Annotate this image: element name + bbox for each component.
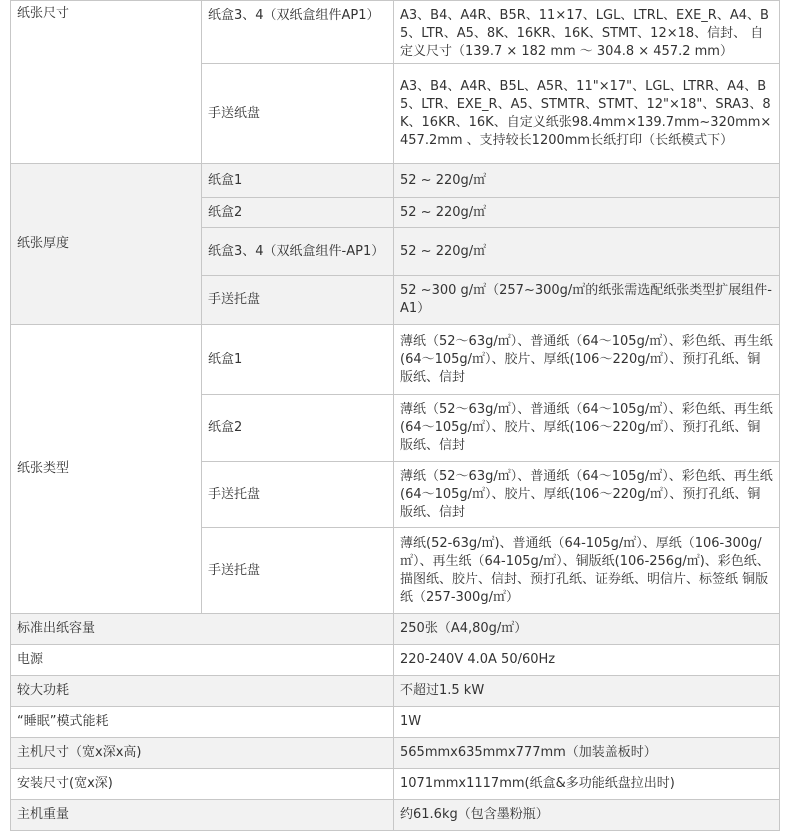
row-label: 标准出纸容量 bbox=[11, 614, 394, 645]
value-cell: 52 ~ 220g/㎡ bbox=[394, 164, 780, 198]
spec-table bbox=[10, 0, 780, 831]
row-label: 较大功耗 bbox=[11, 676, 394, 707]
table-row bbox=[11, 707, 780, 738]
table-row bbox=[11, 769, 780, 800]
value-cell: 220-240V 4.0A 50/60Hz bbox=[394, 645, 780, 676]
value-cell: 薄纸（52～63g/㎡）、普通纸（64～105g/㎡）、彩色纸、再生纸(64～105g/㎡）、胶片、厚纸(106～220g/㎡）、预打孔纸、铜版纸、信封 bbox=[394, 462, 780, 528]
category-paper-size: 纸张尺寸 bbox=[11, 1, 202, 164]
value-cell: 52 ~ 220g/㎡ bbox=[394, 198, 780, 228]
table-row bbox=[11, 164, 780, 198]
value-cell: 565mmx635mmx777mm（加装盖板时） bbox=[394, 738, 780, 769]
value-cell: A3、B4、A4R、B5L、A5R、11"×17"、LGL、LTRR、A4、B5、LTR、EXE_R、A5、STMTR、STMT、12"×18"、SRA3、8K、16KR、16K、自定义纸张98.4mm×139.7mm~320mm×457.2mm 、支持较长1200mm长纸打印（长纸模式下） bbox=[394, 64, 780, 164]
sub-label: 纸盒1 bbox=[202, 164, 394, 198]
row-label: 安装尺寸(宽x深) bbox=[11, 769, 394, 800]
sub-label: 手送托盘 bbox=[202, 528, 394, 614]
value-cell: 薄纸（52～63g/㎡）、普通纸（64～105g/㎡）、彩色纸、再生纸(64～105g/㎡）、胶片、厚纸(106～220g/㎡）、预打孔纸、铜版纸、信封 bbox=[394, 325, 780, 395]
table-row bbox=[11, 645, 780, 676]
row-label: 电源 bbox=[11, 645, 394, 676]
sub-label: 纸盒3、4（双纸盒组件-AP1） bbox=[202, 228, 394, 276]
table-row bbox=[11, 325, 780, 395]
sub-label: 纸盒2 bbox=[202, 198, 394, 228]
value-cell: 约61.6kg（包含墨粉瓶） bbox=[394, 800, 780, 831]
value-cell: 薄纸（52～63g/㎡）、普通纸（64～105g/㎡）、彩色纸、再生纸(64～105g/㎡）、胶片、厚纸(106～220g/㎡）、预打孔纸、铜版纸、信封 bbox=[394, 395, 780, 462]
value-cell: 250张（A4,80g/㎡） bbox=[394, 614, 780, 645]
sub-label: 纸盒2 bbox=[202, 395, 394, 462]
category-paper-type: 纸张类型 bbox=[11, 325, 202, 614]
value-cell: 1W bbox=[394, 707, 780, 738]
sub-label: 手送纸盘 bbox=[202, 64, 394, 164]
table-row bbox=[11, 614, 780, 645]
sub-label: 手送托盘 bbox=[202, 276, 394, 325]
value-cell: 不超过1.5 kW bbox=[394, 676, 780, 707]
table-row bbox=[11, 738, 780, 769]
value-cell: 52 ~300 g/㎡（257~300g/㎡的纸张需选配纸张类型扩展组件-A1） bbox=[394, 276, 780, 325]
sub-label: 手送托盘 bbox=[202, 462, 394, 528]
table-row bbox=[11, 800, 780, 831]
sub-label: 纸盒3、4（双纸盒组件AP1） bbox=[202, 1, 394, 64]
value-cell: A3、B4、A4R、B5R、11×17、LGL、LTRL、EXE_R、A4、B5、LTR、A5、8K、16KR、16K、STMT、12×18、信封、 自定义尺寸（139.7 × 182 mm ～ 304.8 × 457.2 mm） bbox=[394, 1, 780, 64]
sub-label: 纸盒1 bbox=[202, 325, 394, 395]
value-cell: 52 ~ 220g/㎡ bbox=[394, 228, 780, 276]
table-row bbox=[11, 676, 780, 707]
table-row bbox=[11, 1, 780, 64]
category-paper-thickness: 纸张厚度 bbox=[11, 164, 202, 325]
value-cell: 薄纸(52-63g/㎡)、普通纸（64-105g/㎡）、厚纸（106-300g/㎡）、再生纸（64-105g/㎡）、铜版纸(106-256g/㎡)、彩色纸、描图纸、胶片、信封、预打孔纸、证券纸、明信片、标签纸 铜版纸（257-300g/㎡） bbox=[394, 528, 780, 614]
row-label: 主机重量 bbox=[11, 800, 394, 831]
row-label: 主机尺寸（宽x深x高) bbox=[11, 738, 394, 769]
row-label: “睡眠”模式能耗 bbox=[11, 707, 394, 738]
value-cell: 1071mmx1117mm(纸盒&多功能纸盘拉出时) bbox=[394, 769, 780, 800]
